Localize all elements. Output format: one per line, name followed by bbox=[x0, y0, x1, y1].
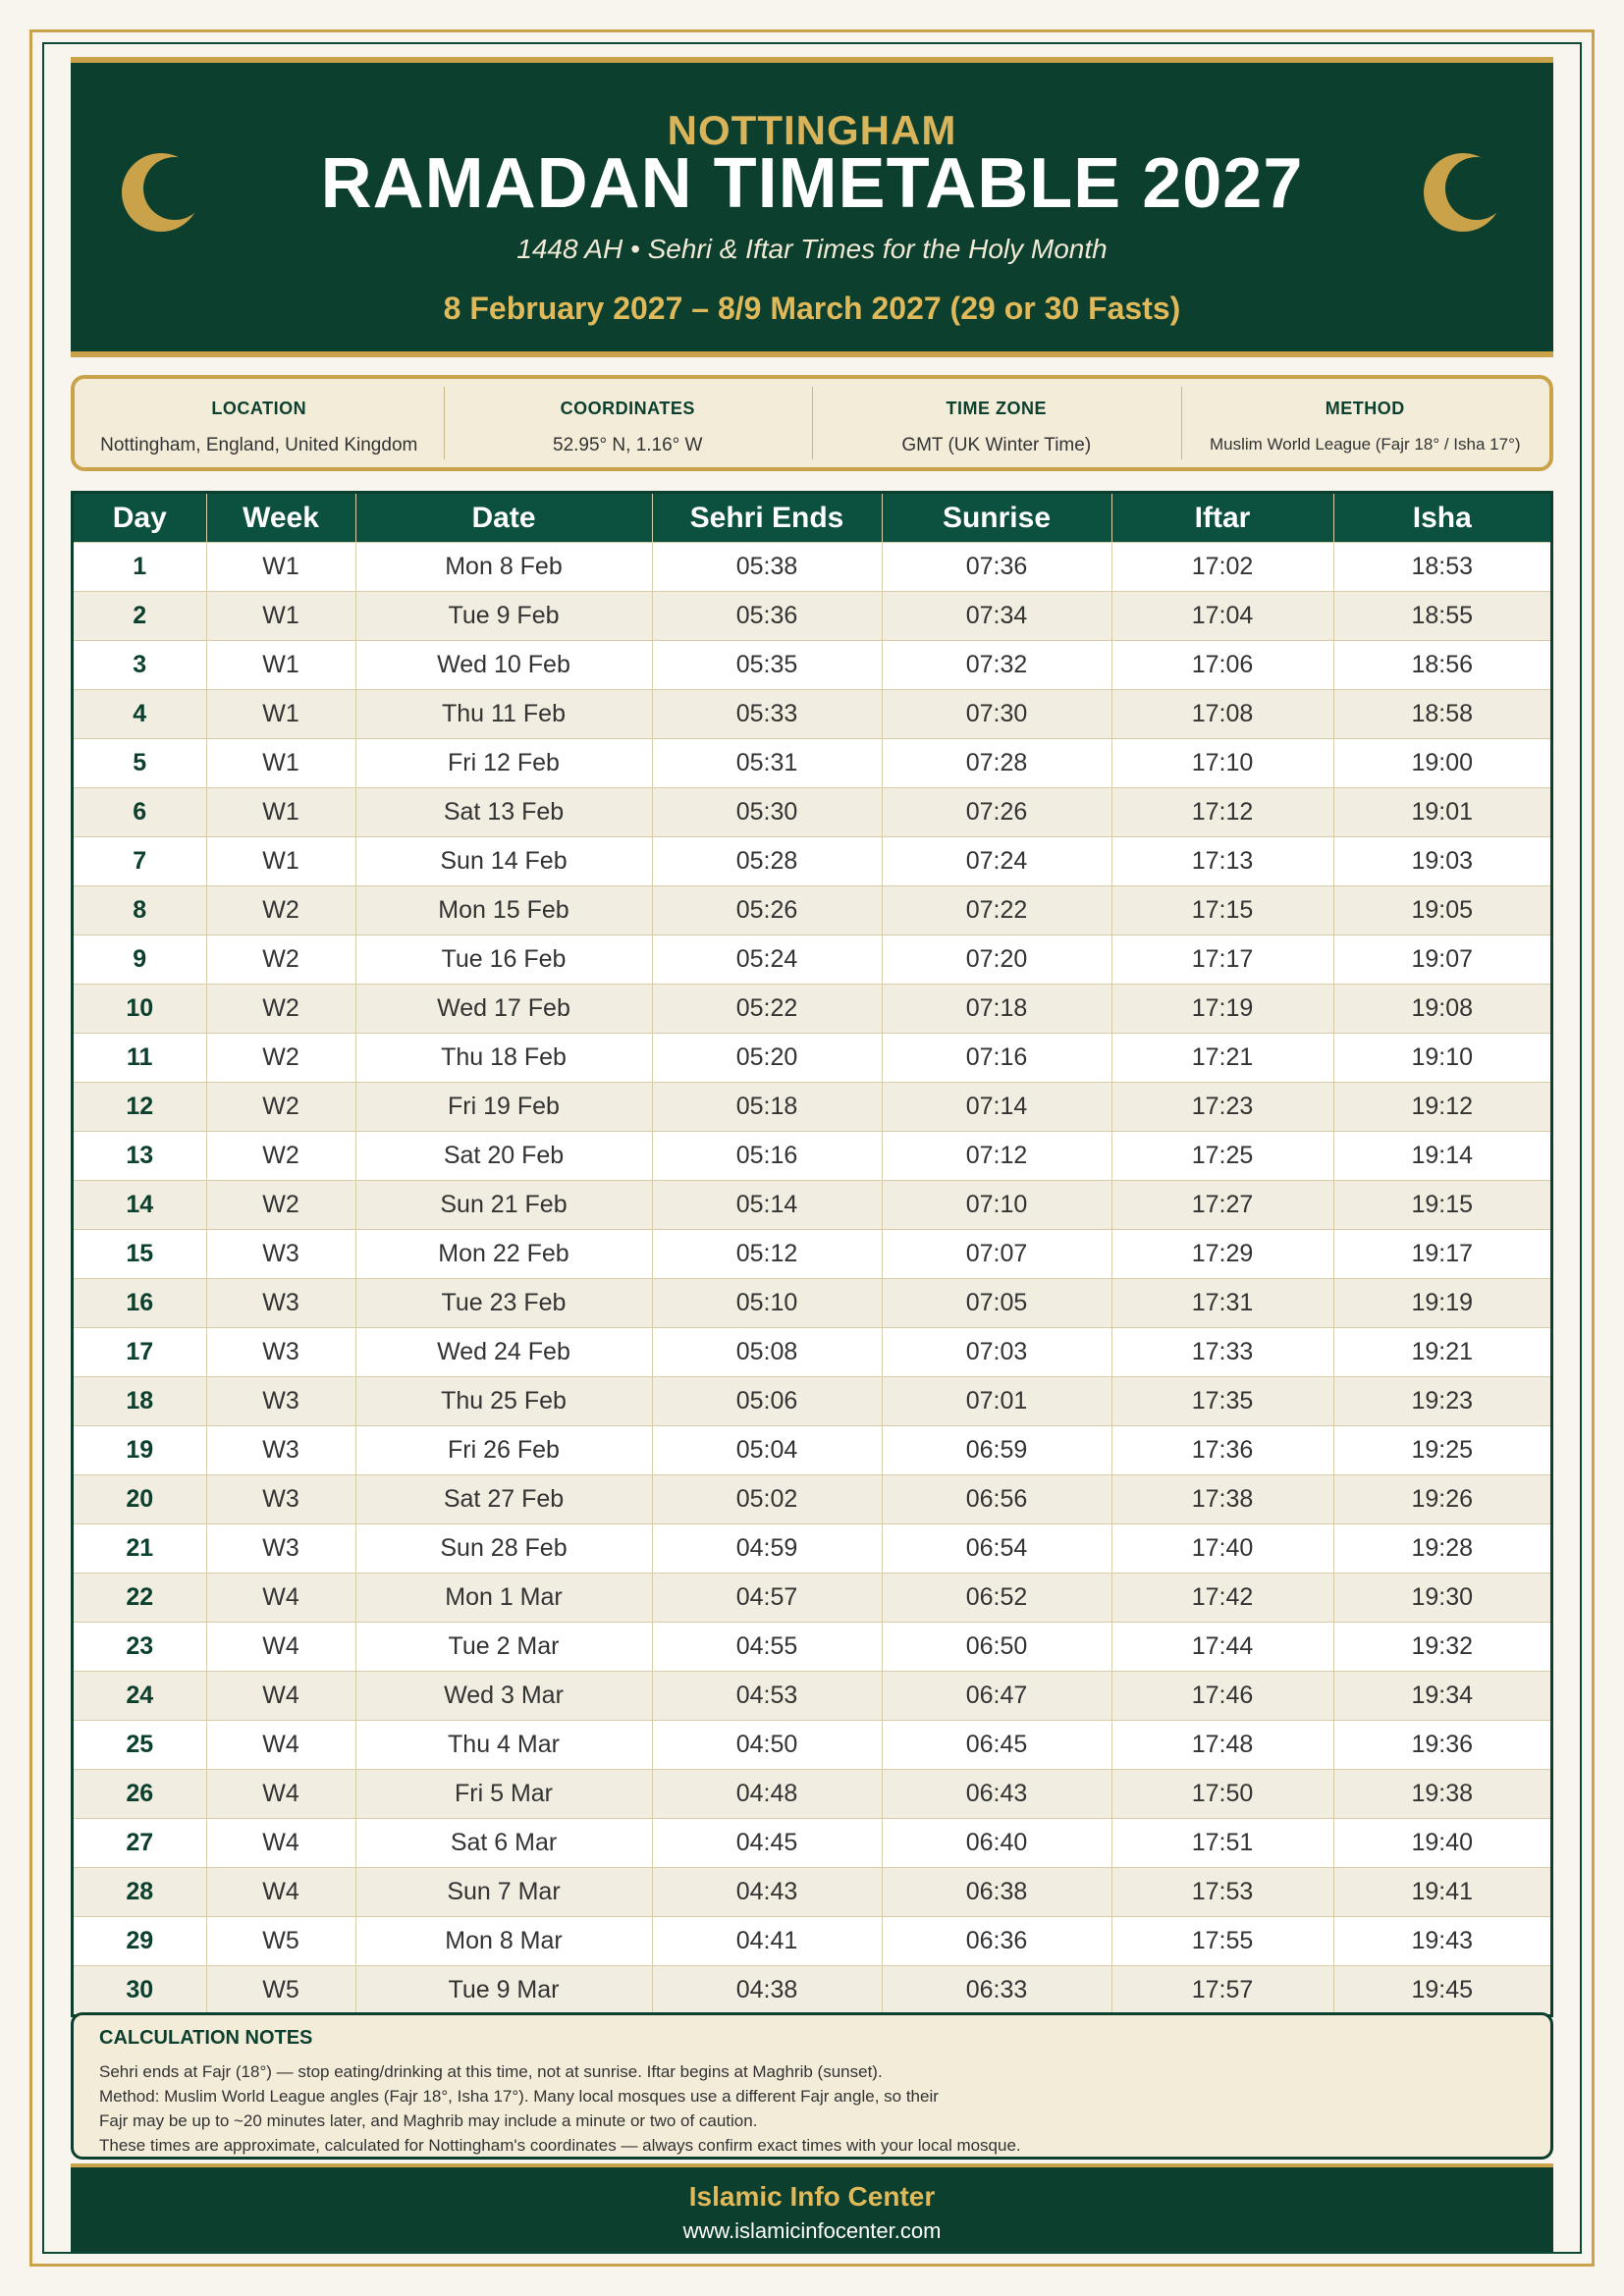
cell-sehri: 05:28 bbox=[652, 837, 882, 886]
cell-date: Tue 23 Feb bbox=[355, 1279, 652, 1328]
cell-isha: 18:53 bbox=[1333, 543, 1550, 592]
cell-sehri: 04:45 bbox=[652, 1819, 882, 1868]
cell-isha: 19:25 bbox=[1333, 1426, 1550, 1475]
cell-date: Sun 21 Feb bbox=[355, 1181, 652, 1230]
cell-sunrise: 07:05 bbox=[882, 1279, 1111, 1328]
cell-iftar: 17:40 bbox=[1111, 1524, 1333, 1574]
cell-date: Sat 20 Feb bbox=[355, 1132, 652, 1181]
cell-isha: 19:45 bbox=[1333, 1966, 1550, 2015]
cell-day: 20 bbox=[74, 1475, 206, 1524]
cell-day: 9 bbox=[74, 935, 206, 985]
timezone-cell bbox=[812, 379, 1181, 467]
cell-sehri: 04:59 bbox=[652, 1524, 882, 1574]
cell-sehri: 05:36 bbox=[652, 592, 882, 641]
cell-date: Wed 10 Feb bbox=[355, 641, 652, 690]
column-header-day: Day bbox=[74, 494, 206, 543]
cell-sunrise: 07:34 bbox=[882, 592, 1111, 641]
cell-date: Fri 12 Feb bbox=[355, 739, 652, 788]
cell-iftar: 17:38 bbox=[1111, 1475, 1333, 1524]
cell-isha: 19:38 bbox=[1333, 1770, 1550, 1819]
cell-sehri: 04:43 bbox=[652, 1868, 882, 1917]
cell-day: 3 bbox=[74, 641, 206, 690]
cell-sehri: 05:38 bbox=[652, 543, 882, 592]
cell-sunrise: 07:07 bbox=[882, 1230, 1111, 1279]
cell-sehri: 05:35 bbox=[652, 641, 882, 690]
cell-iftar: 17:42 bbox=[1111, 1574, 1333, 1623]
cell-week: W2 bbox=[206, 935, 355, 985]
method-value: Muslim World League (Fajr 18° / Isha 17°) bbox=[1209, 435, 1521, 454]
cell-sehri: 05:08 bbox=[652, 1328, 882, 1377]
cell-week: W3 bbox=[206, 1377, 355, 1426]
cell-isha: 19:10 bbox=[1333, 1034, 1550, 1083]
timezone-value: GMT (UK Winter Time) bbox=[901, 435, 1092, 455]
cell-sehri: 05:02 bbox=[652, 1475, 882, 1524]
cell-day: 5 bbox=[74, 739, 206, 788]
cell-week: W3 bbox=[206, 1279, 355, 1328]
cell-date: Fri 5 Mar bbox=[355, 1770, 652, 1819]
cell-date: Sun 7 Mar bbox=[355, 1868, 652, 1917]
cell-date: Thu 18 Feb bbox=[355, 1034, 652, 1083]
cell-isha: 19:34 bbox=[1333, 1672, 1550, 1721]
cell-iftar: 17:21 bbox=[1111, 1034, 1333, 1083]
cell-sehri: 04:50 bbox=[652, 1721, 882, 1770]
cell-sehri: 04:53 bbox=[652, 1672, 882, 1721]
cell-iftar: 17:06 bbox=[1111, 641, 1333, 690]
cell-sunrise: 06:59 bbox=[882, 1426, 1111, 1475]
table-row bbox=[74, 985, 1550, 1034]
cell-sehri: 04:38 bbox=[652, 1966, 882, 2015]
table-row bbox=[74, 1770, 1550, 1819]
footer bbox=[71, 2163, 1553, 2252]
method-label: METHOD bbox=[1325, 399, 1405, 418]
page-subtitle: 1448 AH • Sehri & Iftar Times for the Holy Month bbox=[516, 234, 1108, 264]
cell-date: Tue 2 Mar bbox=[355, 1623, 652, 1672]
table-row bbox=[74, 1475, 1550, 1524]
cell-isha: 19:08 bbox=[1333, 985, 1550, 1034]
cell-day: 2 bbox=[74, 592, 206, 641]
cell-iftar: 17:53 bbox=[1111, 1868, 1333, 1917]
cell-isha: 19:32 bbox=[1333, 1623, 1550, 1672]
cell-isha: 19:26 bbox=[1333, 1475, 1550, 1524]
page-title: RAMADAN TIMETABLE 2027 bbox=[320, 144, 1304, 223]
cell-date: Tue 16 Feb bbox=[355, 935, 652, 985]
cell-day: 21 bbox=[74, 1524, 206, 1574]
table-row bbox=[74, 1279, 1550, 1328]
cell-iftar: 17:12 bbox=[1111, 788, 1333, 837]
table-row bbox=[74, 1966, 1550, 2015]
cell-sunrise: 06:40 bbox=[882, 1819, 1111, 1868]
cell-date: Mon 8 Mar bbox=[355, 1917, 652, 1966]
cell-iftar: 17:27 bbox=[1111, 1181, 1333, 1230]
cell-sehri: 04:48 bbox=[652, 1770, 882, 1819]
cell-isha: 18:58 bbox=[1333, 690, 1550, 739]
cell-isha: 19:41 bbox=[1333, 1868, 1550, 1917]
cell-date: Sun 14 Feb bbox=[355, 837, 652, 886]
cell-date: Fri 26 Feb bbox=[355, 1426, 652, 1475]
cell-iftar: 17:13 bbox=[1111, 837, 1333, 886]
notes-line: Fajr may be up to ~20 minutes later, and Maghrib may include a minute or two of caution. bbox=[99, 2111, 758, 2130]
table-row bbox=[74, 1721, 1550, 1770]
cell-isha: 19:36 bbox=[1333, 1721, 1550, 1770]
cell-day: 7 bbox=[74, 837, 206, 886]
cell-day: 24 bbox=[74, 1672, 206, 1721]
table-row bbox=[74, 1524, 1550, 1574]
footer-org-name: Islamic Info Center bbox=[688, 2181, 936, 2212]
cell-week: W4 bbox=[206, 1770, 355, 1819]
cell-isha: 19:30 bbox=[1333, 1574, 1550, 1623]
cell-sehri: 05:18 bbox=[652, 1083, 882, 1132]
table-row bbox=[74, 1819, 1550, 1868]
cell-sehri: 04:57 bbox=[652, 1574, 882, 1623]
cell-day: 26 bbox=[74, 1770, 206, 1819]
cell-sunrise: 06:54 bbox=[882, 1524, 1111, 1574]
cell-week: W4 bbox=[206, 1868, 355, 1917]
cell-week: W4 bbox=[206, 1574, 355, 1623]
cell-date: Sun 28 Feb bbox=[355, 1524, 652, 1574]
cell-iftar: 17:23 bbox=[1111, 1083, 1333, 1132]
cell-week: W5 bbox=[206, 1917, 355, 1966]
cell-iftar: 17:02 bbox=[1111, 543, 1333, 592]
cell-iftar: 17:17 bbox=[1111, 935, 1333, 985]
cell-sunrise: 07:26 bbox=[882, 788, 1111, 837]
cell-sehri: 05:14 bbox=[652, 1181, 882, 1230]
cell-sunrise: 07:03 bbox=[882, 1328, 1111, 1377]
cell-week: W4 bbox=[206, 1721, 355, 1770]
cell-iftar: 17:33 bbox=[1111, 1328, 1333, 1377]
cell-date: Mon 15 Feb bbox=[355, 886, 652, 935]
cell-date: Sat 6 Mar bbox=[355, 1819, 652, 1868]
table-row bbox=[74, 886, 1550, 935]
location-value: Nottingham, England, United Kingdom bbox=[100, 435, 418, 455]
cell-sunrise: 07:18 bbox=[882, 985, 1111, 1034]
cell-isha: 19:07 bbox=[1333, 935, 1550, 985]
cell-isha: 19:00 bbox=[1333, 739, 1550, 788]
cell-day: 23 bbox=[74, 1623, 206, 1672]
table-row bbox=[74, 1230, 1550, 1279]
cell-isha: 19:19 bbox=[1333, 1279, 1550, 1328]
cell-isha: 19:05 bbox=[1333, 886, 1550, 935]
cell-iftar: 17:04 bbox=[1111, 592, 1333, 641]
coordinates-cell bbox=[444, 379, 813, 467]
cell-sehri: 05:24 bbox=[652, 935, 882, 985]
cell-week: W4 bbox=[206, 1819, 355, 1868]
cell-isha: 19:21 bbox=[1333, 1328, 1550, 1377]
cell-isha: 19:15 bbox=[1333, 1181, 1550, 1230]
cell-sehri: 05:20 bbox=[652, 1034, 882, 1083]
cell-day: 13 bbox=[74, 1132, 206, 1181]
cell-iftar: 17:48 bbox=[1111, 1721, 1333, 1770]
cell-date: Mon 22 Feb bbox=[355, 1230, 652, 1279]
cell-day: 4 bbox=[74, 690, 206, 739]
timetable bbox=[71, 491, 1553, 2017]
cell-sunrise: 06:33 bbox=[882, 1966, 1111, 2015]
column-header-week: Week bbox=[206, 494, 355, 543]
cell-week: W4 bbox=[206, 1672, 355, 1721]
cell-sunrise: 07:22 bbox=[882, 886, 1111, 935]
location-cell bbox=[75, 379, 444, 467]
cell-week: W2 bbox=[206, 886, 355, 935]
notes-line: These times are approximate, calculated for Nottingham's coordinates — always confirm exact times with your local mosque. bbox=[99, 2136, 1021, 2155]
cell-isha: 19:14 bbox=[1333, 1132, 1550, 1181]
table-body bbox=[74, 543, 1550, 2015]
cell-sunrise: 07:16 bbox=[882, 1034, 1111, 1083]
cell-week: W2 bbox=[206, 985, 355, 1034]
cell-sehri: 05:30 bbox=[652, 788, 882, 837]
method-cell bbox=[1181, 379, 1550, 467]
cell-sehri: 05:16 bbox=[652, 1132, 882, 1181]
notes-line: Sehri ends at Fajr (18°) — stop eating/drinking at this time, not at sunrise. Iftar begins at Maghrib (sunset). bbox=[99, 2062, 883, 2081]
coordinates-value: 52.95° N, 1.16° W bbox=[553, 435, 703, 455]
table-row bbox=[74, 1868, 1550, 1917]
table-row bbox=[74, 690, 1550, 739]
cell-sunrise: 06:45 bbox=[882, 1721, 1111, 1770]
cell-sunrise: 07:20 bbox=[882, 935, 1111, 985]
table-row bbox=[74, 1917, 1550, 1966]
cell-day: 8 bbox=[74, 886, 206, 935]
cell-isha: 19:01 bbox=[1333, 788, 1550, 837]
cell-date: Thu 11 Feb bbox=[355, 690, 652, 739]
table-row bbox=[74, 1083, 1550, 1132]
cell-day: 19 bbox=[74, 1426, 206, 1475]
calculation-notes bbox=[71, 2012, 1553, 2160]
cell-iftar: 17:19 bbox=[1111, 985, 1333, 1034]
cell-date: Thu 25 Feb bbox=[355, 1377, 652, 1426]
cell-sunrise: 07:14 bbox=[882, 1083, 1111, 1132]
cell-iftar: 17:51 bbox=[1111, 1819, 1333, 1868]
table-row bbox=[74, 1574, 1550, 1623]
cell-isha: 19:40 bbox=[1333, 1819, 1550, 1868]
cell-week: W3 bbox=[206, 1524, 355, 1574]
table-row bbox=[74, 1672, 1550, 1721]
cell-week: W3 bbox=[206, 1475, 355, 1524]
footer-url: www.islamicinfocenter.com bbox=[682, 2218, 942, 2243]
table-row bbox=[74, 543, 1550, 592]
cell-iftar: 17:08 bbox=[1111, 690, 1333, 739]
cell-iftar: 17:55 bbox=[1111, 1917, 1333, 1966]
cell-week: W1 bbox=[206, 690, 355, 739]
table-row bbox=[74, 1377, 1550, 1426]
cell-date: Tue 9 Mar bbox=[355, 1966, 652, 2015]
cell-day: 17 bbox=[74, 1328, 206, 1377]
cell-day: 25 bbox=[74, 1721, 206, 1770]
cell-iftar: 17:31 bbox=[1111, 1279, 1333, 1328]
table-row bbox=[74, 1623, 1550, 1672]
cell-date: Wed 17 Feb bbox=[355, 985, 652, 1034]
timezone-label: TIME ZONE bbox=[946, 399, 1047, 418]
cell-day: 15 bbox=[74, 1230, 206, 1279]
cell-sunrise: 07:30 bbox=[882, 690, 1111, 739]
cell-date: Wed 24 Feb bbox=[355, 1328, 652, 1377]
cell-sunrise: 07:24 bbox=[882, 837, 1111, 886]
table-row bbox=[74, 1181, 1550, 1230]
cell-sehri: 05:06 bbox=[652, 1377, 882, 1426]
cell-week: W2 bbox=[206, 1083, 355, 1132]
cell-isha: 19:03 bbox=[1333, 837, 1550, 886]
coordinates-label: COORDINATES bbox=[560, 399, 695, 418]
cell-day: 14 bbox=[74, 1181, 206, 1230]
column-header-iftar: Iftar bbox=[1111, 494, 1333, 543]
cell-day: 16 bbox=[74, 1279, 206, 1328]
cell-sehri: 05:33 bbox=[652, 690, 882, 739]
cell-sunrise: 07:01 bbox=[882, 1377, 1111, 1426]
cell-sunrise: 06:38 bbox=[882, 1868, 1111, 1917]
table-header-row bbox=[74, 494, 1550, 543]
cell-day: 18 bbox=[74, 1377, 206, 1426]
column-header-isha: Isha bbox=[1333, 494, 1550, 543]
table-row bbox=[74, 1426, 1550, 1475]
cell-iftar: 17:36 bbox=[1111, 1426, 1333, 1475]
cell-week: W1 bbox=[206, 788, 355, 837]
cell-sunrise: 06:52 bbox=[882, 1574, 1111, 1623]
cell-sunrise: 07:10 bbox=[882, 1181, 1111, 1230]
cell-week: W1 bbox=[206, 739, 355, 788]
column-header-sehri: Sehri Ends bbox=[652, 494, 882, 543]
cell-date: Fri 19 Feb bbox=[355, 1083, 652, 1132]
cell-iftar: 17:15 bbox=[1111, 886, 1333, 935]
table-row bbox=[74, 592, 1550, 641]
cell-date: Thu 4 Mar bbox=[355, 1721, 652, 1770]
cell-week: W1 bbox=[206, 837, 355, 886]
cell-sehri: 04:41 bbox=[652, 1917, 882, 1966]
location-info-box bbox=[71, 375, 1553, 471]
cell-week: W2 bbox=[206, 1181, 355, 1230]
cell-sunrise: 07:28 bbox=[882, 739, 1111, 788]
cell-sehri: 05:04 bbox=[652, 1426, 882, 1475]
cell-iftar: 17:29 bbox=[1111, 1230, 1333, 1279]
cell-week: W1 bbox=[206, 641, 355, 690]
cell-iftar: 17:35 bbox=[1111, 1377, 1333, 1426]
cell-week: W2 bbox=[206, 1132, 355, 1181]
cell-week: W3 bbox=[206, 1328, 355, 1377]
cell-sunrise: 07:36 bbox=[882, 543, 1111, 592]
cell-sehri: 04:55 bbox=[652, 1623, 882, 1672]
cell-sunrise: 06:56 bbox=[882, 1475, 1111, 1524]
cell-week: W1 bbox=[206, 592, 355, 641]
cell-iftar: 17:25 bbox=[1111, 1132, 1333, 1181]
header-banner bbox=[71, 57, 1553, 357]
notes-title: CALCULATION NOTES bbox=[99, 2027, 313, 2049]
cell-date: Wed 3 Mar bbox=[355, 1672, 652, 1721]
table-row bbox=[74, 788, 1550, 837]
cell-isha: 19:17 bbox=[1333, 1230, 1550, 1279]
notes-line: Method: Muslim World League angles (Fajr 18°, Isha 17°). Many local mosques use a different Fajr angle, so their bbox=[99, 2087, 939, 2106]
cell-day: 27 bbox=[74, 1819, 206, 1868]
column-header-sunrise: Sunrise bbox=[882, 494, 1111, 543]
cell-sunrise: 07:12 bbox=[882, 1132, 1111, 1181]
cell-date: Sat 13 Feb bbox=[355, 788, 652, 837]
cell-day: 28 bbox=[74, 1868, 206, 1917]
city-name: NOTTINGHAM bbox=[667, 107, 957, 153]
cell-sehri: 05:22 bbox=[652, 985, 882, 1034]
table-row bbox=[74, 935, 1550, 985]
cell-week: W2 bbox=[206, 1034, 355, 1083]
cell-sunrise: 06:47 bbox=[882, 1672, 1111, 1721]
cell-sehri: 05:26 bbox=[652, 886, 882, 935]
table-row bbox=[74, 1034, 1550, 1083]
cell-sunrise: 06:50 bbox=[882, 1623, 1111, 1672]
table-row bbox=[74, 739, 1550, 788]
cell-week: W4 bbox=[206, 1623, 355, 1672]
table-row bbox=[74, 1328, 1550, 1377]
cell-isha: 19:12 bbox=[1333, 1083, 1550, 1132]
cell-date: Tue 9 Feb bbox=[355, 592, 652, 641]
table-row bbox=[74, 641, 1550, 690]
cell-iftar: 17:44 bbox=[1111, 1623, 1333, 1672]
cell-day: 12 bbox=[74, 1083, 206, 1132]
cell-week: W3 bbox=[206, 1426, 355, 1475]
location-label: LOCATION bbox=[211, 399, 307, 418]
cell-day: 6 bbox=[74, 788, 206, 837]
cell-iftar: 17:50 bbox=[1111, 1770, 1333, 1819]
cell-sunrise: 07:32 bbox=[882, 641, 1111, 690]
cell-day: 10 bbox=[74, 985, 206, 1034]
cell-sehri: 05:31 bbox=[652, 739, 882, 788]
column-header-date: Date bbox=[355, 494, 652, 543]
table-row bbox=[74, 1132, 1550, 1181]
cell-day: 1 bbox=[74, 543, 206, 592]
cell-date: Mon 8 Feb bbox=[355, 543, 652, 592]
cell-date: Mon 1 Mar bbox=[355, 1574, 652, 1623]
cell-day: 29 bbox=[74, 1917, 206, 1966]
cell-isha: 19:28 bbox=[1333, 1524, 1550, 1574]
cell-week: W1 bbox=[206, 543, 355, 592]
cell-sehri: 05:12 bbox=[652, 1230, 882, 1279]
cell-iftar: 17:57 bbox=[1111, 1966, 1333, 2015]
cell-date: Sat 27 Feb bbox=[355, 1475, 652, 1524]
cell-isha: 19:43 bbox=[1333, 1917, 1550, 1966]
cell-day: 30 bbox=[74, 1966, 206, 2015]
cell-week: W5 bbox=[206, 1966, 355, 2015]
table-row bbox=[74, 837, 1550, 886]
cell-day: 22 bbox=[74, 1574, 206, 1623]
cell-isha: 19:23 bbox=[1333, 1377, 1550, 1426]
cell-iftar: 17:10 bbox=[1111, 739, 1333, 788]
cell-sunrise: 06:36 bbox=[882, 1917, 1111, 1966]
cell-isha: 18:55 bbox=[1333, 592, 1550, 641]
cell-day: 11 bbox=[74, 1034, 206, 1083]
cell-iftar: 17:46 bbox=[1111, 1672, 1333, 1721]
cell-sunrise: 06:43 bbox=[882, 1770, 1111, 1819]
cell-isha: 18:56 bbox=[1333, 641, 1550, 690]
cell-sehri: 05:10 bbox=[652, 1279, 882, 1328]
date-range: 8 February 2027 – 8/9 March 2027 (29 or 30 Fasts) bbox=[443, 291, 1181, 326]
cell-week: W3 bbox=[206, 1230, 355, 1279]
